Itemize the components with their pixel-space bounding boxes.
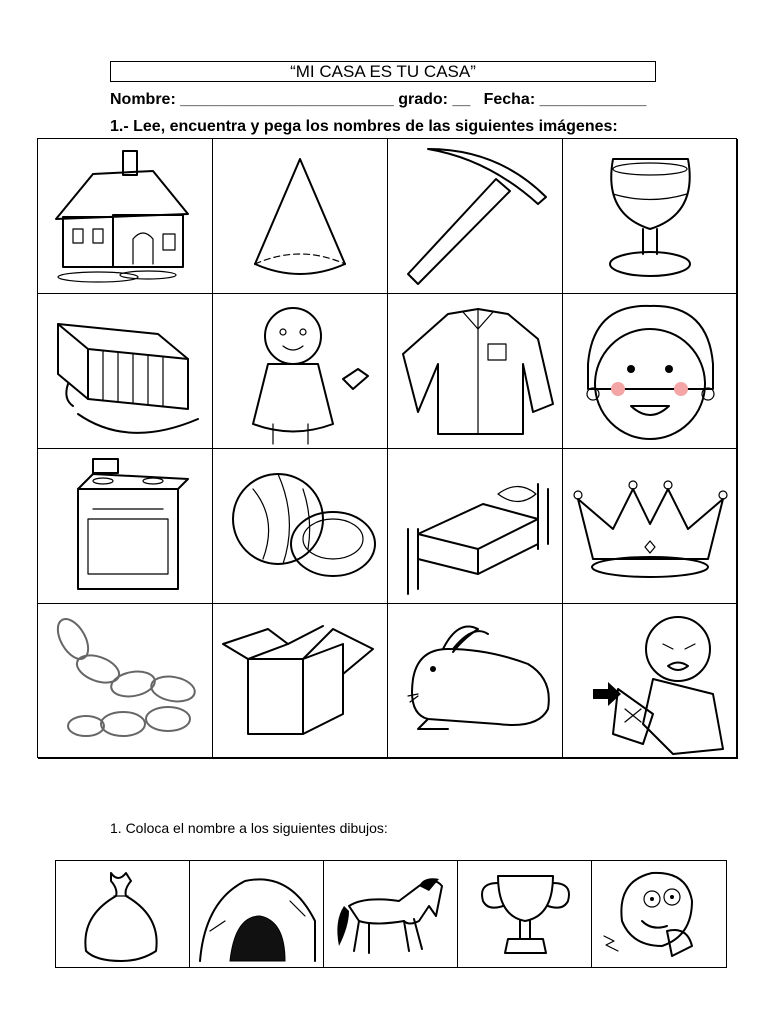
cradle-icon xyxy=(38,294,213,449)
cell-shirt xyxy=(388,294,563,449)
cell-wine-glass xyxy=(563,139,738,294)
bottom-picture-row xyxy=(55,860,727,968)
cell-hurt-boy xyxy=(563,604,738,759)
sack-icon xyxy=(56,861,190,967)
girl-face-icon xyxy=(563,294,738,449)
picture-grid xyxy=(37,138,737,758)
coconut-icon xyxy=(213,449,388,604)
horse-icon xyxy=(324,861,458,967)
boy-toothache-icon xyxy=(592,861,726,967)
instruction-1: 1.- Lee, encuentra y pega los nombres de las siguientes imágenes: xyxy=(110,118,618,135)
cell-coconut xyxy=(213,449,388,604)
box-icon xyxy=(213,604,388,759)
cell-cave xyxy=(190,861,324,967)
cell-rabbit xyxy=(388,604,563,759)
trophy-icon xyxy=(458,861,592,967)
hurt-boy-icon xyxy=(563,604,738,759)
crown-icon xyxy=(563,449,738,604)
cell-pickaxe xyxy=(388,139,563,294)
cell-chain xyxy=(38,604,213,759)
student-info-line: Nombre: ________________________ grado: __ Fecha: ____________ xyxy=(110,91,647,108)
pickaxe-icon xyxy=(388,139,563,294)
rabbit-icon xyxy=(388,604,563,759)
cone-icon xyxy=(213,139,388,294)
cave-icon xyxy=(190,861,324,967)
cell-boy-toothache xyxy=(592,861,726,967)
bed-icon xyxy=(388,449,563,604)
cell-cone xyxy=(213,139,388,294)
cell-sack xyxy=(56,861,190,967)
worksheet-title: “MI CASA ES TU CASA” xyxy=(110,61,656,82)
cell-girl-face xyxy=(563,294,738,449)
cell-boy-with-cape xyxy=(213,294,388,449)
shirt-icon xyxy=(388,294,563,449)
wine-glass-icon xyxy=(563,139,738,294)
cell-house xyxy=(38,139,213,294)
cell-cradle xyxy=(38,294,213,449)
chain-icon xyxy=(38,604,213,759)
cell-box xyxy=(213,604,388,759)
cell-crown xyxy=(563,449,738,604)
instruction-2: 1. Coloca el nombre a los siguientes dibujos: xyxy=(110,820,388,836)
boy-with-cape-icon xyxy=(213,294,388,449)
cell-horse xyxy=(324,861,458,967)
house-icon xyxy=(38,139,213,294)
stove-icon xyxy=(38,449,213,604)
cell-stove xyxy=(38,449,213,604)
cell-trophy xyxy=(458,861,592,967)
cell-bed xyxy=(388,449,563,604)
